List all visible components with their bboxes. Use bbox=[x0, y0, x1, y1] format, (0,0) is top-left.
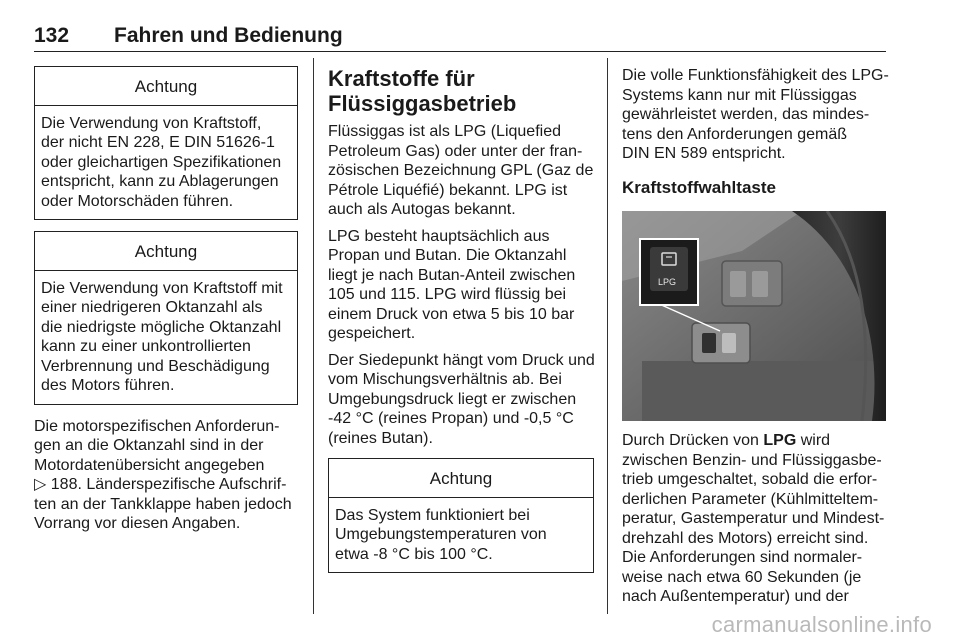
text-line: DIN EN 589 entspricht. bbox=[622, 145, 786, 162]
text-line: derlichen Parameter (Kühlmitteltem- bbox=[622, 490, 879, 508]
warning-title: Achtung bbox=[329, 459, 593, 498]
warning-box-3 bbox=[328, 458, 594, 573]
text-line: einer niedrigeren Oktanzahl als bbox=[41, 299, 263, 316]
text-line: der nicht EN 228, E DIN 51626-1 bbox=[41, 134, 275, 151]
text-line: entspricht, kann zu Ablagerungen bbox=[41, 173, 279, 190]
text-line: zwischen Benzin- und Flüssiggasbe- bbox=[622, 451, 882, 469]
column-2 bbox=[328, 66, 594, 573]
text-line: 188. Länderspezifische Aufschrif- bbox=[50, 476, 287, 493]
text-line: 105 und 115. LPG wird flüssig bei bbox=[328, 286, 567, 303]
warning-box-2 bbox=[34, 231, 298, 405]
text-line: die niedrigste mögliche Oktanzahl bbox=[41, 318, 282, 336]
fuel-switch-paragraph bbox=[622, 431, 890, 607]
page-header bbox=[34, 22, 886, 52]
text-line: -42 °C (reines Propan) und -0,5 °C bbox=[328, 410, 574, 427]
text-line: ten an der Tankklappe haben jedoch bbox=[34, 495, 292, 513]
text-line: nach Außentemperatur) und der bbox=[622, 588, 849, 605]
text-line: weise nach etwa 60 Sekunden (je bbox=[622, 568, 862, 586]
text-line: Systems kann nur mit Flüssiggas bbox=[622, 86, 857, 104]
lpg-composition-paragraph bbox=[328, 227, 594, 344]
text-line: drehzahl des Motors) erreicht sind. bbox=[622, 529, 869, 547]
text-line: Die Anforderungen sind normaler- bbox=[622, 549, 863, 566]
dashboard-illustration bbox=[622, 211, 886, 421]
text-line: gespeichert. bbox=[328, 325, 416, 342]
column-3 bbox=[622, 66, 890, 614]
lpg-standard-paragraph bbox=[622, 66, 890, 164]
text-line: Verbrennung und Beschädigung bbox=[41, 357, 270, 375]
text-line: Durch Drücken von bbox=[622, 432, 764, 449]
warning-title: Achtung bbox=[35, 67, 297, 106]
text-line: (reines Butan). bbox=[328, 429, 433, 447]
text-line: peratur, Gastemperatur und Mindest- bbox=[622, 510, 885, 527]
lpg-button-label: LPG bbox=[658, 277, 677, 287]
text-line: etwa -8 °C bis 100 °C. bbox=[335, 545, 493, 563]
column-divider-2 bbox=[607, 58, 608, 614]
text-line: Petroleum Gas) oder unter der fran- bbox=[328, 142, 583, 160]
subsection-heading: Kraftstoffwahltaste bbox=[622, 177, 776, 197]
text-line: Die volle Funktionsfähigkeit des LPG- bbox=[622, 67, 889, 84]
text-line: Motordatenübersicht angegeben bbox=[34, 456, 265, 474]
text-line: Umgebungsdruck liegt er zwischen bbox=[328, 390, 577, 408]
text-line: Die Verwendung von Kraftstoff mit bbox=[41, 279, 283, 297]
page-reference-icon[interactable]: ▷ bbox=[34, 476, 47, 493]
text-line: Vorrang vor diesen Angaben. bbox=[34, 515, 241, 532]
text-line: Flüssiggas ist als LPG (Liquefied bbox=[328, 123, 561, 140]
text-line: auch als Autogas bekannt. bbox=[328, 201, 516, 218]
lpg-term: LPG bbox=[763, 432, 797, 449]
text-line: zösischen Bezeichnung GPL (Gaz de bbox=[328, 162, 594, 179]
column-divider-1 bbox=[313, 58, 314, 614]
section-heading: Kraftstoffe für Flüssiggasbetrieb bbox=[328, 66, 517, 116]
fuel-selector-photo bbox=[622, 211, 886, 421]
watermark: carmanualsonline.info bbox=[711, 612, 932, 637]
text-line: Die motorspezifischen Anforderun- bbox=[34, 417, 280, 435]
text-line: liegt je nach Butan-Anteil zwischen bbox=[328, 266, 576, 284]
text-line: tens den Anforderungen gemäß bbox=[622, 125, 848, 143]
page-number: 132 bbox=[34, 24, 70, 47]
warning-box-1 bbox=[34, 66, 298, 220]
chapter-title: Fahren und Bedienung bbox=[114, 24, 343, 47]
warning-text bbox=[35, 271, 297, 404]
text-line: einem Druck von etwa 5 bis 10 bar bbox=[328, 305, 575, 323]
text-line: LPG besteht hauptsächlich aus bbox=[328, 227, 550, 245]
warning-text bbox=[35, 106, 297, 220]
text-line: Pétrole Liquéfié) bekannt. LPG ist bbox=[328, 181, 568, 199]
text-line: oder Motorschäden führen. bbox=[41, 192, 234, 210]
text-line: wird bbox=[796, 432, 831, 449]
text-line: gewährleistet werden, das mindes- bbox=[622, 106, 870, 123]
text-line: Propan und Butan. Die Oktanzahl bbox=[328, 247, 567, 264]
text-line: Umgebungstemperaturen von bbox=[335, 526, 547, 543]
text-line: Der Siedepunkt hängt vom Druck und bbox=[328, 351, 595, 369]
warning-title: Achtung bbox=[35, 232, 297, 271]
text-line: kann zu einer unkontrollierten bbox=[41, 338, 251, 355]
column-1 bbox=[34, 66, 298, 541]
lpg-definition-paragraph bbox=[328, 122, 594, 220]
boiling-point-paragraph bbox=[328, 351, 594, 449]
text-line: oder gleichartigen Spezifikationen bbox=[41, 153, 282, 171]
text-line: trieb umgeschaltet, sobald die erfor- bbox=[622, 471, 878, 488]
text-line: vom Mischungsverhältnis ab. Bei bbox=[328, 371, 562, 388]
octane-paragraph bbox=[34, 417, 298, 534]
warning-text bbox=[329, 498, 593, 573]
text-line: Die Verwendung von Kraftstoff, bbox=[41, 114, 262, 132]
text-line: gen an die Oktanzahl sind in der bbox=[34, 437, 264, 454]
text-line: Das System funktioniert bei bbox=[335, 506, 530, 524]
text-line: des Motors führen. bbox=[41, 377, 175, 394]
